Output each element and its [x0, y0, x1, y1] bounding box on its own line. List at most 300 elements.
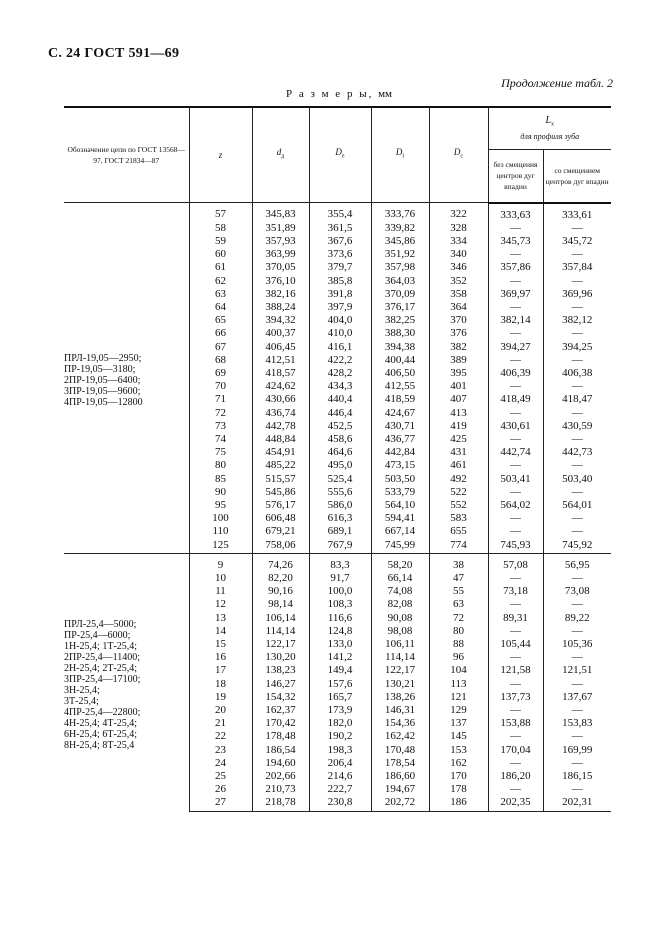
lx-offset-cell: 394,25 [543, 341, 611, 354]
dc-cell: 153 [429, 744, 488, 757]
dd-cell: 394,32 [252, 314, 309, 327]
de-cell: 355,4 [309, 203, 371, 222]
page-header: С. 24 ГОСТ 591—69 [48, 46, 180, 61]
lx-offset-cell: 153,83 [543, 717, 611, 730]
di-cell: 364,03 [371, 275, 429, 288]
z-cell: 10 [189, 572, 252, 585]
dc-cell: 88 [429, 638, 488, 651]
de-cell: 464,6 [309, 446, 371, 459]
dd-header: $d_д$ [252, 107, 309, 203]
dc-cell: 170 [429, 770, 488, 783]
di-cell: 473,15 [371, 459, 429, 472]
z-cell: 13 [189, 612, 252, 625]
dc-cell: 129 [429, 704, 488, 717]
dd-cell: 758,06 [252, 539, 309, 554]
dc-cell: 121 [429, 691, 488, 704]
dd-cell: 376,10 [252, 275, 309, 288]
de-cell: 410,0 [309, 327, 371, 340]
lx-offset-cell: 369,96 [543, 288, 611, 301]
de-cell: 141,2 [309, 651, 371, 664]
dc-cell: 38 [429, 553, 488, 572]
lx-offset-cell: — [543, 625, 611, 638]
dc-cell: 376 [429, 327, 488, 340]
di-cell: 745,99 [371, 539, 429, 554]
dc-cell: 358 [429, 288, 488, 301]
lx-offset-cell: 503,40 [543, 473, 611, 486]
de-cell: 230,8 [309, 796, 371, 811]
de-cell: 458,6 [309, 433, 371, 446]
lx-no-offset-cell: — [488, 433, 543, 446]
di-cell: 370,09 [371, 288, 429, 301]
lx-no-offset-cell: 406,39 [488, 367, 543, 380]
dc-cell: 419 [429, 420, 488, 433]
lx-no-offset-cell: — [488, 525, 543, 538]
sizes-unit: мм [378, 88, 393, 100]
dc-cell: 104 [429, 664, 488, 677]
dc-cell: 492 [429, 473, 488, 486]
de-cell: 385,8 [309, 275, 371, 288]
lx-no-offset-cell: — [488, 380, 543, 393]
de-cell: 446,4 [309, 407, 371, 420]
di-cell: 138,26 [371, 691, 429, 704]
z-cell: 11 [189, 585, 252, 598]
de-cell: 767,9 [309, 539, 371, 554]
de-cell: 100,0 [309, 585, 371, 598]
di-cell: 424,67 [371, 407, 429, 420]
dd-cell: 218,78 [252, 796, 309, 811]
z-cell: 12 [189, 598, 252, 611]
dd-cell: 606,48 [252, 512, 309, 525]
di-cell: 66,14 [371, 572, 429, 585]
de-cell: 214,6 [309, 770, 371, 783]
de-cell: 361,5 [309, 222, 371, 235]
z-cell: 24 [189, 757, 252, 770]
group-25-4 [64, 553, 611, 811]
lx-offset-cell: — [543, 354, 611, 367]
di-cell: 98,08 [371, 625, 429, 638]
designation-line: 1Н-25,4; 1Т-25,4; [64, 640, 138, 652]
z-cell: 74 [189, 433, 252, 446]
dd-cell: 454,91 [252, 446, 309, 459]
z-cell: 25 [189, 770, 252, 783]
dd-cell: 436,74 [252, 407, 309, 420]
dc-cell: 352 [429, 275, 488, 288]
lx-no-offset-cell: 345,73 [488, 235, 543, 248]
z-cell: 57 [189, 203, 252, 222]
di-cell: 130,21 [371, 678, 429, 691]
lx-no-offset-cell: — [488, 407, 543, 420]
de-cell: 452,5 [309, 420, 371, 433]
di-cell: 400,44 [371, 354, 429, 367]
di-cell: 194,67 [371, 783, 429, 796]
di-header: $D_i$ [371, 107, 429, 203]
dd-cell: 515,57 [252, 473, 309, 486]
dd-cell: 363,99 [252, 248, 309, 261]
di-cell: 357,98 [371, 261, 429, 274]
with-offset-header: со смещением центров дуг впадин [543, 149, 611, 202]
dc-cell: 389 [429, 354, 488, 367]
dc-cell: 413 [429, 407, 488, 420]
lx-offset-cell: 56,95 [543, 553, 611, 572]
di-cell: 436,77 [371, 433, 429, 446]
lx-offset-cell: — [543, 678, 611, 691]
dd-cell: 345,83 [252, 203, 309, 222]
z-cell: 63 [189, 288, 252, 301]
z-cell: 75 [189, 446, 252, 459]
di-cell: 178,54 [371, 757, 429, 770]
dc-header: $D_c$ [429, 107, 488, 203]
lx-no-offset-cell: 73,18 [488, 585, 543, 598]
chain-designation [64, 553, 189, 811]
dc-cell: 522 [429, 486, 488, 499]
lx-no-offset-cell: — [488, 757, 543, 770]
di-cell: 442,84 [371, 446, 429, 459]
dd-cell: 679,21 [252, 525, 309, 538]
de-cell: 525,4 [309, 473, 371, 486]
z-cell: 64 [189, 301, 252, 314]
de-cell: 391,8 [309, 288, 371, 301]
di-cell: 376,17 [371, 301, 429, 314]
lx-no-offset-cell: 153,88 [488, 717, 543, 730]
di-cell: 186,60 [371, 770, 429, 783]
dc-cell: 401 [429, 380, 488, 393]
de-cell: 222,7 [309, 783, 371, 796]
di-cell: 339,82 [371, 222, 429, 235]
lx-no-offset-cell: — [488, 354, 543, 367]
dd-cell: 210,73 [252, 783, 309, 796]
lx-no-offset-cell: 333,63 [488, 203, 543, 222]
di-cell: 82,08 [371, 598, 429, 611]
dd-cell: 418,57 [252, 367, 309, 380]
dc-cell: 145 [429, 730, 488, 743]
z-cell: 67 [189, 341, 252, 354]
designation-line: 2Н-25,4; 2Т-25,4; [64, 662, 138, 674]
dc-cell: 395 [429, 367, 488, 380]
z-cell: 9 [189, 553, 252, 572]
dc-cell: 370 [429, 314, 488, 327]
lx-no-offset-cell: 170,04 [488, 744, 543, 757]
dc-cell: 382 [429, 341, 488, 354]
dd-cell: 202,66 [252, 770, 309, 783]
lx-no-offset-cell: — [488, 459, 543, 472]
z-cell: 60 [189, 248, 252, 261]
z-cell: 69 [189, 367, 252, 380]
group-19-05 [64, 203, 611, 554]
lx-offset-cell: — [543, 327, 611, 340]
designation-line: 6Н-25,4; 6Т-25,4; [64, 728, 138, 740]
lx-no-offset-cell: 430,61 [488, 420, 543, 433]
di-cell: 394,38 [371, 341, 429, 354]
dc-cell: 425 [429, 433, 488, 446]
di-cell: 345,86 [371, 235, 429, 248]
dd-cell: 412,51 [252, 354, 309, 367]
z-cell: 17 [189, 664, 252, 677]
dd-cell: 98,14 [252, 598, 309, 611]
de-header: $D_e$ [309, 107, 371, 203]
z-cell: 22 [189, 730, 252, 743]
z-cell: 90 [189, 486, 252, 499]
z-cell: 100 [189, 512, 252, 525]
lx-no-offset-cell: 137,73 [488, 691, 543, 704]
lx-offset-cell: — [543, 433, 611, 446]
de-cell: 689,1 [309, 525, 371, 538]
dd-cell: 122,17 [252, 638, 309, 651]
lx-no-offset-cell: — [488, 704, 543, 717]
di-cell: 430,71 [371, 420, 429, 433]
lx-no-offset-cell: — [488, 783, 543, 796]
lx-no-offset-cell: 186,20 [488, 770, 543, 783]
dc-cell: 774 [429, 539, 488, 554]
z-cell: 70 [189, 380, 252, 393]
z-cell: 16 [189, 651, 252, 664]
de-cell: 206,4 [309, 757, 371, 770]
lx-offset-cell: — [543, 651, 611, 664]
z-cell: 27 [189, 796, 252, 811]
z-cell: 110 [189, 525, 252, 538]
z-cell: 85 [189, 473, 252, 486]
lx-offset-cell: 442,73 [543, 446, 611, 459]
di-cell: 154,36 [371, 717, 429, 730]
di-cell: 122,17 [371, 664, 429, 677]
di-cell: 406,50 [371, 367, 429, 380]
dc-cell: 322 [429, 203, 488, 222]
z-header: z [189, 107, 252, 203]
di-cell: 564,10 [371, 499, 429, 512]
lx-no-offset-cell: 105,44 [488, 638, 543, 651]
z-cell: 65 [189, 314, 252, 327]
lx-no-offset-cell: 369,97 [488, 288, 543, 301]
z-cell: 71 [189, 393, 252, 406]
designation-header: Обозначение цепи по ГОСТ 13568—97, ГОСТ 21834—87 [64, 107, 189, 203]
lx-no-offset-cell: — [488, 327, 543, 340]
dd-cell: 357,93 [252, 235, 309, 248]
dd-cell: 382,16 [252, 288, 309, 301]
de-cell: 182,0 [309, 717, 371, 730]
lx-offset-cell: — [543, 704, 611, 717]
de-cell: 416,1 [309, 341, 371, 354]
lx-offset-cell: — [543, 248, 611, 261]
di-cell: 594,41 [371, 512, 429, 525]
designation-line: ПР-25,4—6000; [64, 629, 131, 641]
lx-offset-cell: — [543, 525, 611, 538]
dd-cell: 351,89 [252, 222, 309, 235]
dc-cell: 583 [429, 512, 488, 525]
lx-no-offset-cell: 57,08 [488, 553, 543, 572]
de-cell: 434,3 [309, 380, 371, 393]
z-cell: 73 [189, 420, 252, 433]
dd-cell: 154,32 [252, 691, 309, 704]
dc-cell: 178 [429, 783, 488, 796]
di-cell: 351,92 [371, 248, 429, 261]
lx-offset-cell: 73,08 [543, 585, 611, 598]
lx-no-offset-cell: 357,86 [488, 261, 543, 274]
z-cell: 21 [189, 717, 252, 730]
lx-offset-cell: 89,22 [543, 612, 611, 625]
de-cell: 91,7 [309, 572, 371, 585]
de-cell: 190,2 [309, 730, 371, 743]
dd-cell: 130,20 [252, 651, 309, 664]
lx-offset-cell: 121,51 [543, 664, 611, 677]
di-cell: 114,14 [371, 651, 429, 664]
de-cell: 373,6 [309, 248, 371, 261]
designation-line: 2ПР-19,05—6400; [64, 374, 141, 386]
lx-offset-cell: 418,47 [543, 393, 611, 406]
lx-offset-cell: — [543, 275, 611, 288]
dd-cell: 162,37 [252, 704, 309, 717]
lx-no-offset-cell: — [488, 651, 543, 664]
de-cell: 555,6 [309, 486, 371, 499]
di-cell: 58,20 [371, 553, 429, 572]
lx-offset-cell: 186,15 [543, 770, 611, 783]
lx-no-offset-cell: 418,49 [488, 393, 543, 406]
de-cell: 379,7 [309, 261, 371, 274]
lx-no-offset-cell: 382,14 [488, 314, 543, 327]
lx-offset-cell: — [543, 222, 611, 235]
di-cell: 418,59 [371, 393, 429, 406]
di-cell: 667,14 [371, 525, 429, 538]
dd-cell: 406,45 [252, 341, 309, 354]
lx-offset-cell: 745,92 [543, 539, 611, 554]
dd-cell: 146,27 [252, 678, 309, 691]
lx-offset-cell: — [543, 512, 611, 525]
z-cell: 19 [189, 691, 252, 704]
de-cell: 149,4 [309, 664, 371, 677]
lx-offset-cell: 430,59 [543, 420, 611, 433]
z-cell: 23 [189, 744, 252, 757]
di-cell: 170,48 [371, 744, 429, 757]
lx-offset-cell: — [543, 598, 611, 611]
dc-cell: 137 [429, 717, 488, 730]
z-cell: 15 [189, 638, 252, 651]
de-cell: 83,3 [309, 553, 371, 572]
z-cell: 18 [189, 678, 252, 691]
lx-offset-cell: 202,31 [543, 796, 611, 811]
z-cell: 68 [189, 354, 252, 367]
lx-no-offset-cell: 503,41 [488, 473, 543, 486]
lx-offset-cell: — [543, 459, 611, 472]
lx-offset-cell: — [543, 572, 611, 585]
dc-cell: 407 [429, 393, 488, 406]
designation-line: ПРЛ-19,05—2950; [64, 352, 142, 364]
dd-cell: 442,78 [252, 420, 309, 433]
lx-no-offset-cell: — [488, 222, 543, 235]
di-cell: 162,42 [371, 730, 429, 743]
di-cell: 333,76 [371, 203, 429, 222]
profile-label: для профиля зуба [520, 131, 580, 141]
dc-cell: 186 [429, 796, 488, 811]
dc-cell: 55 [429, 585, 488, 598]
dd-cell: 370,05 [252, 261, 309, 274]
designation-line: ПР-19,05—3180; [64, 363, 136, 375]
dc-cell: 162 [429, 757, 488, 770]
dc-cell: 364 [429, 301, 488, 314]
lx-no-offset-cell: — [488, 512, 543, 525]
de-cell: 116,6 [309, 612, 371, 625]
designation-line: 4ПР-19,05—12800 [64, 396, 143, 408]
dd-cell: 388,24 [252, 301, 309, 314]
lx-no-offset-cell: — [488, 275, 543, 288]
dc-cell: 431 [429, 446, 488, 459]
de-cell: 124,8 [309, 625, 371, 638]
lx-header: $L_x$ для профиля зуба [488, 107, 611, 149]
z-cell: 61 [189, 261, 252, 274]
z-cell: 14 [189, 625, 252, 638]
lx-no-offset-cell: 564,02 [488, 499, 543, 512]
di-cell: 382,25 [371, 314, 429, 327]
dc-cell: 552 [429, 499, 488, 512]
z-cell: 59 [189, 235, 252, 248]
di-cell: 533,79 [371, 486, 429, 499]
lx-offset-cell: — [543, 730, 611, 743]
dd-cell: 545,86 [252, 486, 309, 499]
lx-offset-cell: — [543, 486, 611, 499]
no-offset-header: без смещения центров дуг впадин [488, 149, 543, 202]
lx-offset-cell: 333,61 [543, 203, 611, 222]
di-cell: 202,72 [371, 796, 429, 811]
z-cell: 66 [189, 327, 252, 340]
dd-cell: 74,26 [252, 553, 309, 572]
lx-offset-cell: 137,67 [543, 691, 611, 704]
chain-designation [64, 203, 189, 554]
de-cell: 157,6 [309, 678, 371, 691]
dd-cell: 178,48 [252, 730, 309, 743]
lx-no-offset-cell: — [488, 486, 543, 499]
designation-line: 3Т-25,4; [64, 695, 99, 707]
designation-line: 8Н-25,4; 8Т-25,4 [64, 739, 135, 751]
lx-no-offset-cell: 121,58 [488, 664, 543, 677]
de-cell: 586,0 [309, 499, 371, 512]
lx-offset-cell: 345,72 [543, 235, 611, 248]
di-cell: 503,50 [371, 473, 429, 486]
designation-line: 4ПР-25,4—22800; [64, 706, 141, 718]
dd-cell: 400,37 [252, 327, 309, 340]
lx-no-offset-cell: — [488, 625, 543, 638]
lx-no-offset-cell: — [488, 678, 543, 691]
de-cell: 397,9 [309, 301, 371, 314]
z-cell: 58 [189, 222, 252, 235]
designation-line: 3Н-25,4; [64, 684, 100, 696]
lx-offset-cell: — [543, 380, 611, 393]
di-cell: 146,31 [371, 704, 429, 717]
lx-offset-cell: 105,36 [543, 638, 611, 651]
dc-cell: 461 [429, 459, 488, 472]
dc-cell: 72 [429, 612, 488, 625]
sizes-caption [286, 88, 392, 100]
designation-line: 3ПР-25,4—17100; [64, 673, 141, 685]
designation-line: 3ПР-19,05—9600; [64, 385, 141, 397]
dc-cell: 96 [429, 651, 488, 664]
z-cell: 95 [189, 499, 252, 512]
di-cell: 74,08 [371, 585, 429, 598]
lx-offset-cell: 564,01 [543, 499, 611, 512]
lx-offset-cell: — [543, 783, 611, 796]
di-cell: 90,08 [371, 612, 429, 625]
di-cell: 412,55 [371, 380, 429, 393]
dd-cell: 82,20 [252, 572, 309, 585]
dd-cell: 194,60 [252, 757, 309, 770]
de-cell: 198,3 [309, 744, 371, 757]
dc-cell: 113 [429, 678, 488, 691]
z-cell: 20 [189, 704, 252, 717]
de-cell: 367,6 [309, 235, 371, 248]
dc-cell: 63 [429, 598, 488, 611]
de-cell: 616,3 [309, 512, 371, 525]
lx-offset-cell: 169,99 [543, 744, 611, 757]
lx-no-offset-cell: — [488, 730, 543, 743]
table-row [64, 203, 611, 222]
lx-no-offset-cell: — [488, 572, 543, 585]
lx-offset-cell: 357,84 [543, 261, 611, 274]
